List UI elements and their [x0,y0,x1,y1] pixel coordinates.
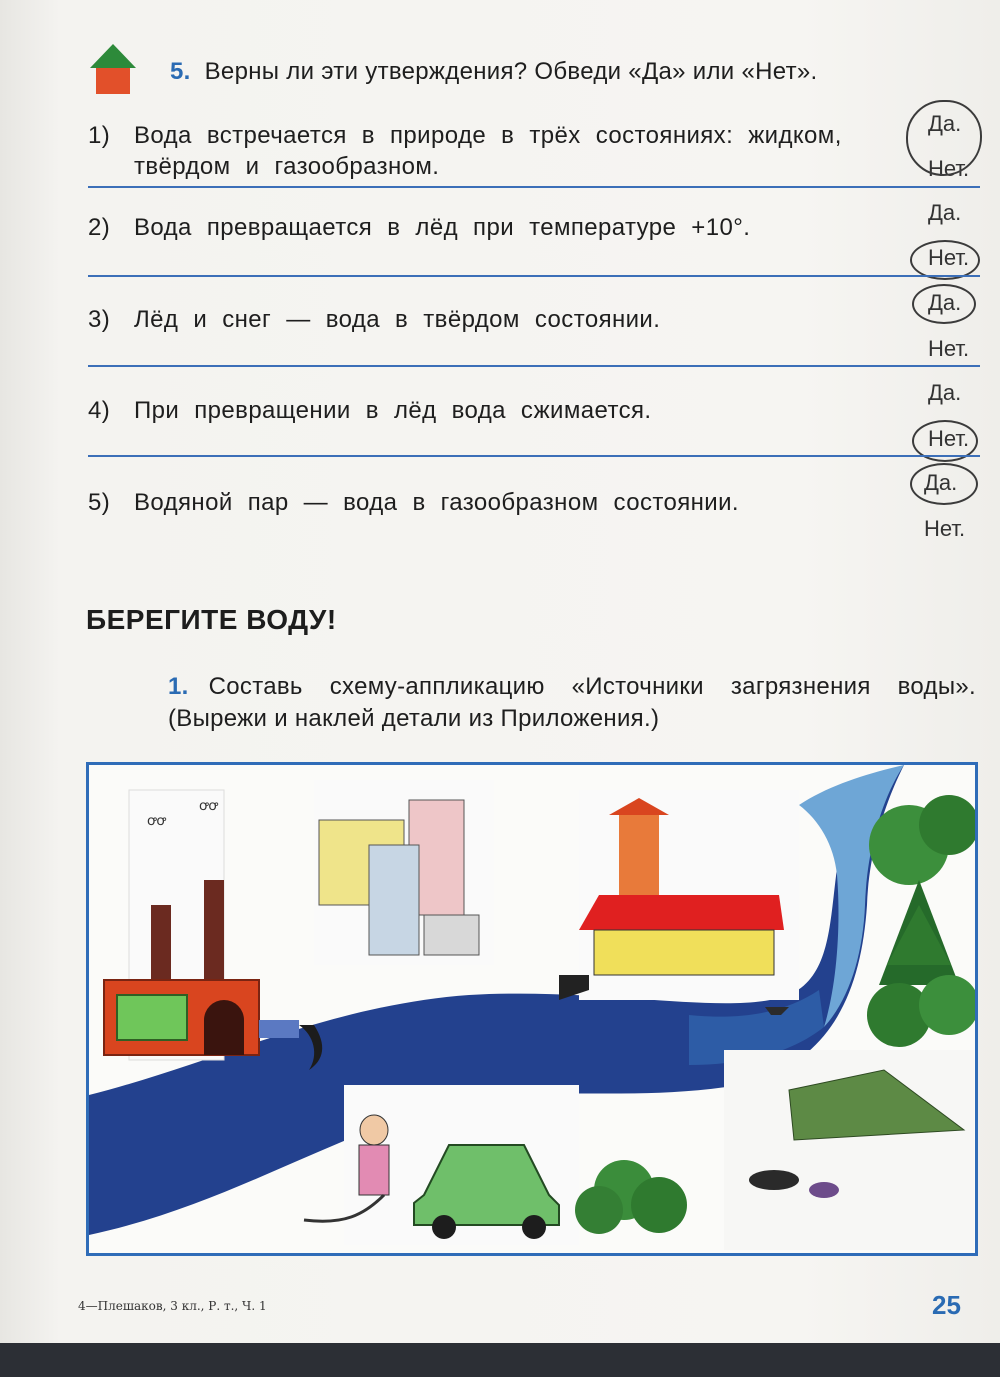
divider-line [88,186,980,188]
farm-building [559,790,799,1000]
divider-line [88,455,980,457]
answer-no-4[interactable]: Нет. [928,426,970,451]
answer-no-1[interactable]: Нет. [928,156,970,181]
statement-text: Вода встречается в природе в трёх состояниях: жидком, твёрдом и газообразном. [134,122,842,180]
statement-index: 1) [88,122,111,149]
statement-5 [88,487,848,518]
house-icon [88,42,138,96]
statement-text: При превращении в лёд вода сжимается. [134,397,652,424]
tent [724,1050,974,1250]
statement-4 [88,395,848,426]
statement-index: 5) [88,489,111,516]
task5-number: 5. [170,58,191,85]
task1-number: 1. [168,673,189,700]
answer-yes-4[interactable]: Да. [928,380,962,405]
statement-1 [88,120,848,182]
factory [104,790,322,1070]
statement-text: Лёд и снег — вода в твёрдом состоянии. [134,306,661,333]
answer-yes-1[interactable]: Да. [928,111,962,136]
answer-yes-3[interactable]: Да. [928,290,962,315]
answer-no-3[interactable]: Нет. [928,336,970,361]
statement-3 [88,304,848,335]
task1-instruction [168,671,976,735]
answer-no-2[interactable]: Нет. [928,245,970,270]
page-number: 25 [932,1290,961,1320]
divider-line [88,275,980,277]
section-title: БЕРЕГИТЕ ВОДУ! [86,604,337,635]
city-buildings [314,780,494,965]
answer-no-5[interactable]: Нет. [924,516,966,541]
task5-prompt: Верны ли эти утверждения? Обведи «Да» или «Нет». [204,58,818,85]
task1-text: Составь схему-аппликацию «Источники загрязнения воды». (Вырежи и наклей детали из Приложения.) [168,673,976,732]
forest [867,795,975,1047]
scan-edge [0,1343,1000,1377]
pollution-scheme-illustration [86,762,978,1256]
divider-line [88,365,980,367]
bush [575,1160,687,1234]
statement-index: 4) [88,397,111,424]
task5-header [170,58,980,86]
illustration-svg [89,765,975,1253]
statement-text: Вода превращается в лёд при температуре +10°. [134,214,751,241]
statement-index: 2) [88,214,111,241]
answer-yes-2[interactable]: Да. [928,200,962,225]
answer-yes-5[interactable]: Да. [924,470,958,495]
svg-text:ꝍꝍ: ꝍꝍ [147,812,166,828]
statement-2 [88,212,848,243]
statement-index: 3) [88,306,111,333]
car-washing [304,1085,579,1245]
svg-text:ꝍꝍ: ꝍꝍ [199,797,218,813]
statement-text: Водяной пар — вода в газообразном состоянии. [134,489,739,516]
footer-imprint: 4—Плешаков, 3 кл., Р. т., Ч. 1 [78,1299,267,1313]
